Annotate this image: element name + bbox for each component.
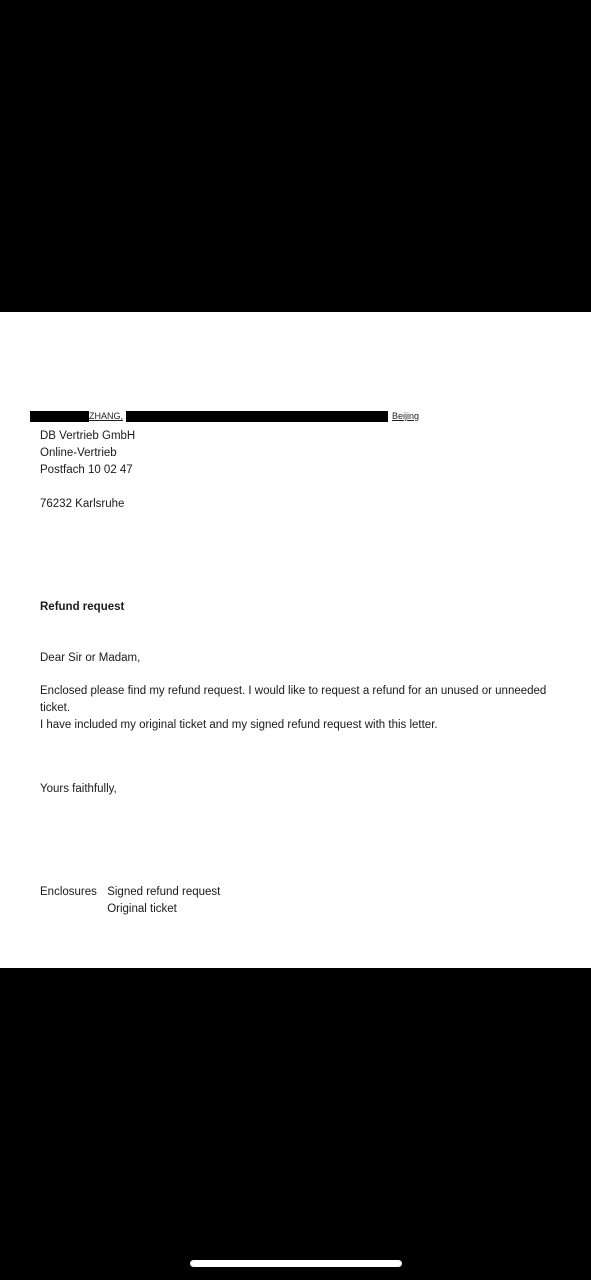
body-paragraph: Enclosed please find my refund request. I would like to request a refund for an unused or unneeded ticket. (40, 685, 547, 714)
recipient-po-box: Postfach 10 02 47 (40, 464, 133, 476)
redaction-bar (126, 411, 388, 422)
recipient-address (40, 428, 135, 513)
enclosure-item: Signed refund request (107, 886, 221, 898)
body-paragraph: I have included my original ticket and my signed refund request with this letter. (40, 719, 438, 731)
sender-city: Beijing (392, 411, 420, 421)
sender-name: ZHANG, (89, 411, 124, 421)
enclosure-item: Original ticket (107, 903, 177, 915)
recipient-company: DB Vertrieb GmbH (40, 430, 136, 442)
redaction-bar (30, 411, 89, 422)
enclosures-list (107, 884, 220, 918)
recipient-city: 76232 Karlsruhe (40, 498, 125, 510)
salutation: Dear Sir or Madam, (40, 652, 141, 664)
recipient-department: Online-Vertrieb (40, 447, 117, 459)
enclosures (40, 884, 220, 918)
sender-line (30, 411, 422, 423)
letter-page (0, 312, 591, 968)
letter-body (40, 683, 550, 734)
home-indicator[interactable] (190, 1260, 402, 1267)
closing: Yours faithfully, (40, 783, 117, 795)
enclosures-label: Enclosures (40, 886, 97, 898)
letter-subject: Refund request (40, 601, 125, 613)
